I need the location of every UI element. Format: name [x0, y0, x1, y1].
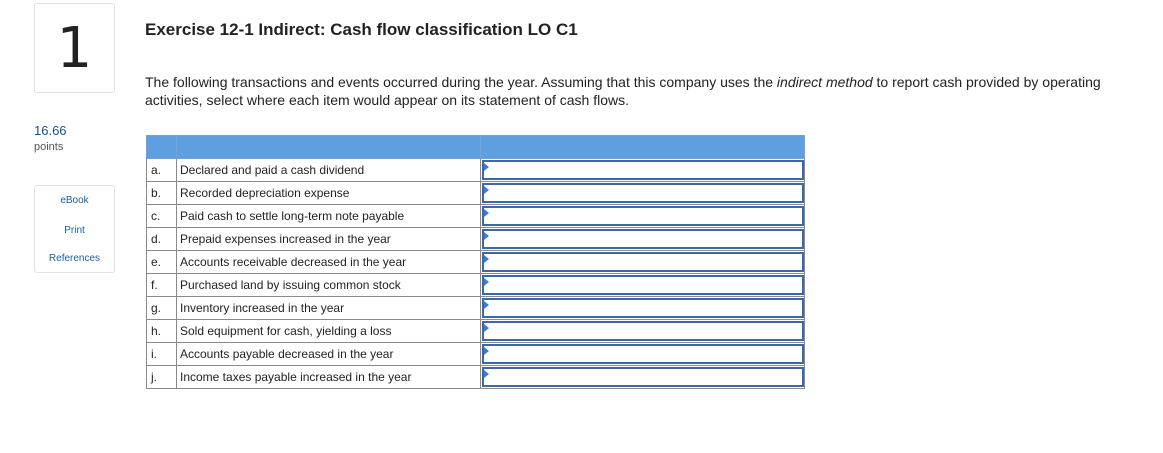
- dropdown-arrow-icon: [484, 186, 489, 194]
- dropdown-arrow-icon: [484, 324, 489, 332]
- row-item: Accounts payable decreased in the year: [177, 343, 481, 366]
- table-row: [147, 274, 805, 297]
- row-letter: f.: [147, 274, 177, 297]
- table-row: [147, 159, 805, 182]
- classification-dropdown[interactable]: [482, 252, 804, 272]
- row-answer-cell: [481, 297, 805, 320]
- header-cell-answer: [481, 136, 805, 159]
- row-answer-cell: [481, 320, 805, 343]
- header-cell-letter: [147, 136, 177, 159]
- classification-dropdown[interactable]: [482, 183, 804, 203]
- dropdown-arrow-icon: [484, 209, 489, 217]
- table-row: [147, 366, 805, 389]
- dropdown-arrow-icon: [484, 163, 489, 171]
- description-text-2: to report cash provided by operating activities, select where each item would appear on its statement of cash flows.: [145, 74, 1101, 108]
- exercise-description: [145, 73, 1125, 109]
- row-letter: j.: [147, 366, 177, 389]
- row-item: Income taxes payable increased in the year: [177, 366, 481, 389]
- row-letter: d.: [147, 228, 177, 251]
- table-row: [147, 320, 805, 343]
- row-letter: c.: [147, 205, 177, 228]
- table-header-row: [147, 136, 805, 159]
- row-item: Recorded depreciation expense: [177, 182, 481, 205]
- header-cell-item: [177, 136, 481, 159]
- table-row: [147, 297, 805, 320]
- row-answer-cell: [481, 366, 805, 389]
- table-row: [147, 182, 805, 205]
- classification-dropdown[interactable]: [482, 229, 804, 249]
- row-item: Declared and paid a cash dividend: [177, 159, 481, 182]
- table-row: [147, 343, 805, 366]
- print-link[interactable]: Print: [64, 225, 85, 236]
- dropdown-arrow-icon: [484, 255, 489, 263]
- dropdown-arrow-icon: [484, 370, 489, 378]
- row-letter: e.: [147, 251, 177, 274]
- points-label: points: [34, 141, 64, 153]
- table-row: [147, 251, 805, 274]
- classification-table: [146, 135, 805, 389]
- classification-dropdown[interactable]: [482, 367, 804, 387]
- row-item: Sold equipment for cash, yielding a loss: [177, 320, 481, 343]
- question-number: 1: [56, 15, 93, 81]
- classification-dropdown[interactable]: [482, 206, 804, 226]
- description-text-1: The following transactions and events occurred during the year. Assuming that this company uses the: [145, 74, 777, 90]
- row-letter: b.: [147, 182, 177, 205]
- description-emphasis: indirect method: [776, 74, 873, 90]
- row-letter: a.: [147, 159, 177, 182]
- table-row: [147, 228, 805, 251]
- ebook-link[interactable]: eBook: [60, 195, 89, 206]
- row-letter: g.: [147, 297, 177, 320]
- dropdown-arrow-icon: [484, 301, 489, 309]
- question-number-box: [34, 3, 115, 93]
- classification-dropdown[interactable]: [482, 275, 804, 295]
- points-value: 16.66: [34, 123, 67, 138]
- classification-dropdown[interactable]: [482, 298, 804, 318]
- references-link[interactable]: References: [48, 253, 101, 264]
- row-item: Inventory increased in the year: [177, 297, 481, 320]
- row-letter: h.: [147, 320, 177, 343]
- classification-dropdown[interactable]: [482, 160, 804, 180]
- dropdown-arrow-icon: [484, 347, 489, 355]
- classification-dropdown[interactable]: [482, 344, 804, 364]
- dropdown-arrow-icon: [484, 278, 489, 286]
- row-item: Paid cash to settle long-term note payable: [177, 205, 481, 228]
- classification-dropdown[interactable]: [482, 321, 804, 341]
- row-answer-cell: [481, 228, 805, 251]
- resource-links-box: [34, 185, 115, 273]
- table-row: [147, 205, 805, 228]
- exercise-title: Exercise 12-1 Indirect: Cash flow classification LO C1: [145, 20, 578, 39]
- row-item: Prepaid expenses increased in the year: [177, 228, 481, 251]
- row-answer-cell: [481, 182, 805, 205]
- row-item: Purchased land by issuing common stock: [177, 274, 481, 297]
- row-answer-cell: [481, 343, 805, 366]
- row-item: Accounts receivable decreased in the year: [177, 251, 481, 274]
- dropdown-arrow-icon: [484, 232, 489, 240]
- row-answer-cell: [481, 274, 805, 297]
- row-answer-cell: [481, 159, 805, 182]
- row-answer-cell: [481, 251, 805, 274]
- row-answer-cell: [481, 205, 805, 228]
- row-letter: i.: [147, 343, 177, 366]
